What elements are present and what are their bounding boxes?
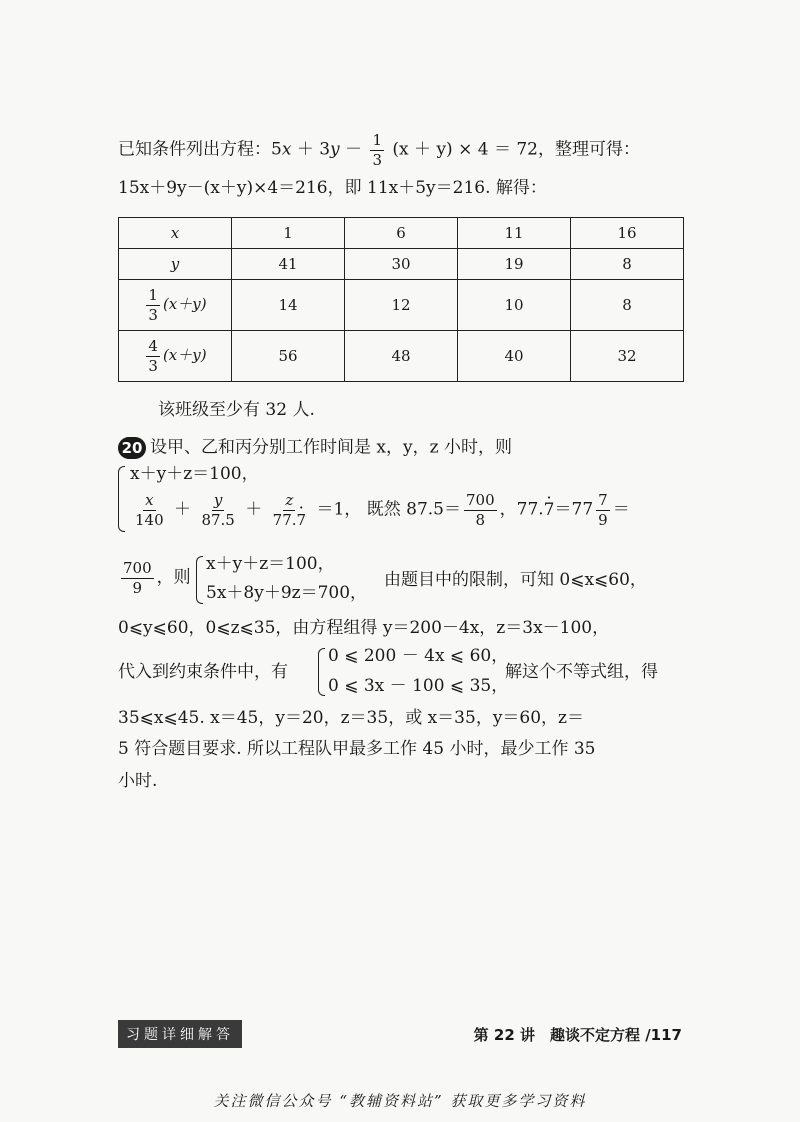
problem20-line-1 [118, 437, 512, 459]
frac-num: 1 [148, 286, 158, 304]
table-cell: 8 [571, 249, 684, 280]
problem20-line-5-tail: 解这个不等式组，得 [505, 662, 658, 682]
problem20-line-4: 0⩽y⩽60，0⩽z⩽35，由方程组得 y＝200－4x，z＝3x－100， [118, 618, 610, 638]
table-cell: 48 [345, 331, 458, 382]
system1-eq2: $\frac{x}{140}$ ＋ $\frac{y}{87.5}$ ＋ $\frac{z}{77.\cdot 7}$ ＝1， 既然 87.5＝ $\frac{700}{8}$ ，77.· 7＝77 $\frac{7}{9}$ ＝ [130, 492, 630, 528]
frac-den: 140 [135, 510, 164, 529]
table-row [119, 280, 684, 331]
since-text-d: ＝ [612, 499, 630, 520]
frac-y-87-5 [199, 492, 236, 528]
frac-den [271, 511, 308, 529]
frac-den: 87.5 [201, 510, 235, 529]
system1-brace [118, 466, 125, 532]
system3-brace [318, 648, 325, 696]
system1-tail: ＝1， [316, 499, 362, 520]
head-tail: (x＋y) [162, 346, 207, 364]
frac-num: y [213, 491, 223, 509]
frac-num: z [285, 491, 294, 509]
table-cell: 41 [232, 249, 345, 280]
problem20-line-3 [118, 560, 191, 596]
problem20-line-3-tail: 由题目中的限制，可知 0⩽x⩽60， [384, 570, 647, 590]
intro-fraction [370, 132, 384, 168]
repeating-digit: · 7 [297, 512, 307, 529]
frac-7-9 [596, 492, 610, 528]
intro-text-e: － [339, 139, 363, 160]
intro-text-c: ＋ 3 [291, 139, 331, 160]
table-cell: 19 [458, 249, 571, 280]
table-cell: 6 [345, 218, 458, 249]
frac-700-8 [464, 492, 497, 528]
frac-x-140 [133, 492, 166, 528]
frac-den: 9 [132, 578, 143, 597]
intro-text-f: (x ＋ y) × 4 ＝ 72，整理可得： [392, 139, 640, 160]
intro-line-1 [118, 132, 640, 168]
intro-text-a: 已知条件列出方程：5 [118, 139, 282, 160]
line3-text-a: ，则 [156, 567, 191, 588]
table-row [119, 218, 684, 249]
section-label: 习题详细解答 [118, 1020, 242, 1048]
frac-den: 3 [148, 356, 158, 375]
frac-num: 7 [598, 491, 608, 509]
table-cell: 56 [232, 331, 345, 382]
den-part: 77. [272, 510, 297, 529]
problem20-line-5-head: 代入到约束条件中，有 [118, 662, 288, 682]
table-head-y: y [119, 249, 232, 280]
frac-den: 3 [148, 305, 158, 324]
head-fraction [146, 287, 160, 323]
table-cell: 14 [232, 280, 345, 331]
table-head-four-thirds-sum [119, 331, 232, 382]
since-text-a: 既然 87.5＝ [366, 499, 461, 520]
system2-eq1: x＋y＋z＝100， [206, 554, 335, 574]
intro-line-2: 15x＋9y－(x＋y)×4＝216，即 11x＋5y＝216. 解得： [118, 178, 547, 198]
problem20-line-8: 小时. [118, 771, 158, 791]
problem20-intro: 设甲、乙和丙分别工作时间是 x，y，z 小时，则 [150, 437, 512, 458]
frac-num: 700 [123, 559, 152, 577]
frac-700-9 [121, 560, 154, 596]
frac-num: x [145, 491, 154, 509]
table-head-third-sum [119, 280, 232, 331]
table-row [119, 331, 684, 382]
watermark-text: 关注微信公众号 “教辅资料站” 获取更多学习资料 [213, 1092, 587, 1110]
system2-brace [196, 556, 203, 604]
table-row [119, 249, 684, 280]
frac-num: 4 [148, 337, 158, 355]
system3-eq1: 0 ⩽ 200 － 4x ⩽ 60， [328, 646, 509, 666]
intro-var-x: x [281, 139, 292, 160]
conclusion-text: 该班级至少有 32 人. [158, 400, 315, 420]
intro-var-y: y [330, 139, 340, 160]
table-cell: 40 [458, 331, 571, 382]
problem20-line-6: 35⩽x⩽45. x＝45，y＝20，z＝35，或 x＝35，y＝60，z＝ [118, 708, 585, 728]
table-cell: 11 [458, 218, 571, 249]
system3-eq2: 0 ⩽ 3x － 100 ⩽ 35， [328, 676, 509, 696]
table-cell: 32 [571, 331, 684, 382]
intro-frac-num: 1 [372, 131, 383, 149]
table-cell: 12 [345, 280, 458, 331]
repeating-digit: · 7 [544, 502, 555, 519]
table-cell: 1 [232, 218, 345, 249]
table-cell: 16 [571, 218, 684, 249]
since-text-c: ＝77 [554, 499, 594, 520]
table-cell: 30 [345, 249, 458, 280]
system1-eq1: x＋y＋z＝100， [130, 464, 259, 484]
table-head-x: x [119, 218, 232, 249]
system2-eq2: 5x＋8y＋9z＝700， [206, 583, 368, 603]
frac-num: 700 [465, 491, 495, 509]
frac-den: 8 [475, 510, 486, 529]
solution-table [118, 217, 684, 382]
head-tail: (x＋y) [162, 295, 207, 313]
frac-den: 9 [598, 510, 608, 529]
problem-number-badge: 20 [118, 437, 146, 459]
head-fraction [146, 338, 160, 374]
frac-z-77-7 [271, 492, 308, 528]
table-cell: 10 [458, 280, 571, 331]
intro-frac-den: 3 [372, 150, 383, 169]
table-cell: 8 [571, 280, 684, 331]
chapter-page-label: 第 22 讲 趣谈不定方程 /117 [473, 1026, 682, 1044]
problem20-line-7: 5 符合题目要求. 所以工程队甲最多工作 45 小时，最少工作 35 [118, 739, 596, 759]
since-text-b: ，77. [499, 499, 544, 520]
